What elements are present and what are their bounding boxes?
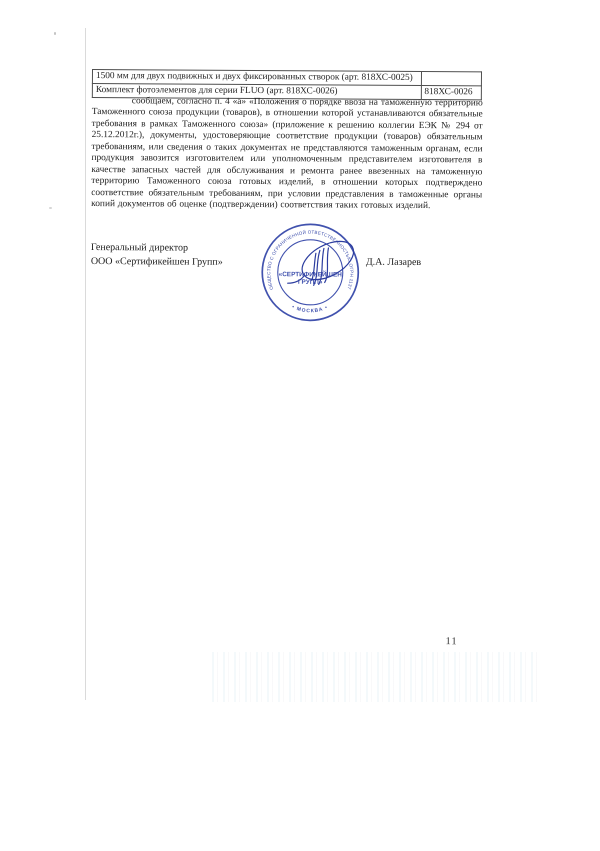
signatory-title [91,241,223,269]
stamp-city-text-node [291,304,330,314]
product-code-cell [421,72,482,86]
signatory-title-line1: Генеральный директор [90,242,189,254]
stamp-city-text: • МОСКВА • [290,304,330,315]
product-description-cell: Комплект фотоэлементов для серии FLUO (арт. 818ХС-0026) [92,84,421,100]
company-stamp [255,216,365,331]
stamp-center-line2: ГРУПП» [297,278,323,286]
product-description-cell: 1500 мм для двух подвижных и двух фиксированных створок (арт. 818ХС-0025) [92,70,421,86]
signatory-name: Д.А. Лазарев [365,256,422,269]
page-number: 11 [445,636,458,648]
body-paragraph: сообщаем, согласно п. 4 «а» «Положения о порядке ввоза на таможенную территорию Таможенного союза продукции (товаров), в отношении которой устанавливаются обязательные требования в рамках Таможенного союза» (приложение к решению коллегии ЕЭК № 294 от 25.12.2012г.), документы, удостоверяющие соответствие продукции (товаров) обязательным требованиям, или сведения о таких документах не представляются таможенным органам, если продукция завозится изготовителем или уполномоченным представителем изготовителя в качестве запасных частей для обслуживания и ремонта ранее ввезенных на таможенную территорию Таможенного союза готовых изделий, в отношении которых подтверждено соответствие обязательным требованиям, при условии представления в таможенные органы копий документов об оценке (подтверждении) соответствия таких готовых изделий. [91,95,483,212]
product-code-cell: 818ХС-0026 [421,86,482,100]
signatory-title-line2: ООО «Сертификейшен Групп» [90,255,223,268]
stamp-ring-text: ОБЩЕСТВО С ОГРАНИЧЕННОЙ ОТВЕТСТВЕННОСТЬЮ ОГРН 11377465613 [255,216,355,291]
stamp-center-line1: «СЕРТИФИКЕЙШЕН [278,271,342,279]
